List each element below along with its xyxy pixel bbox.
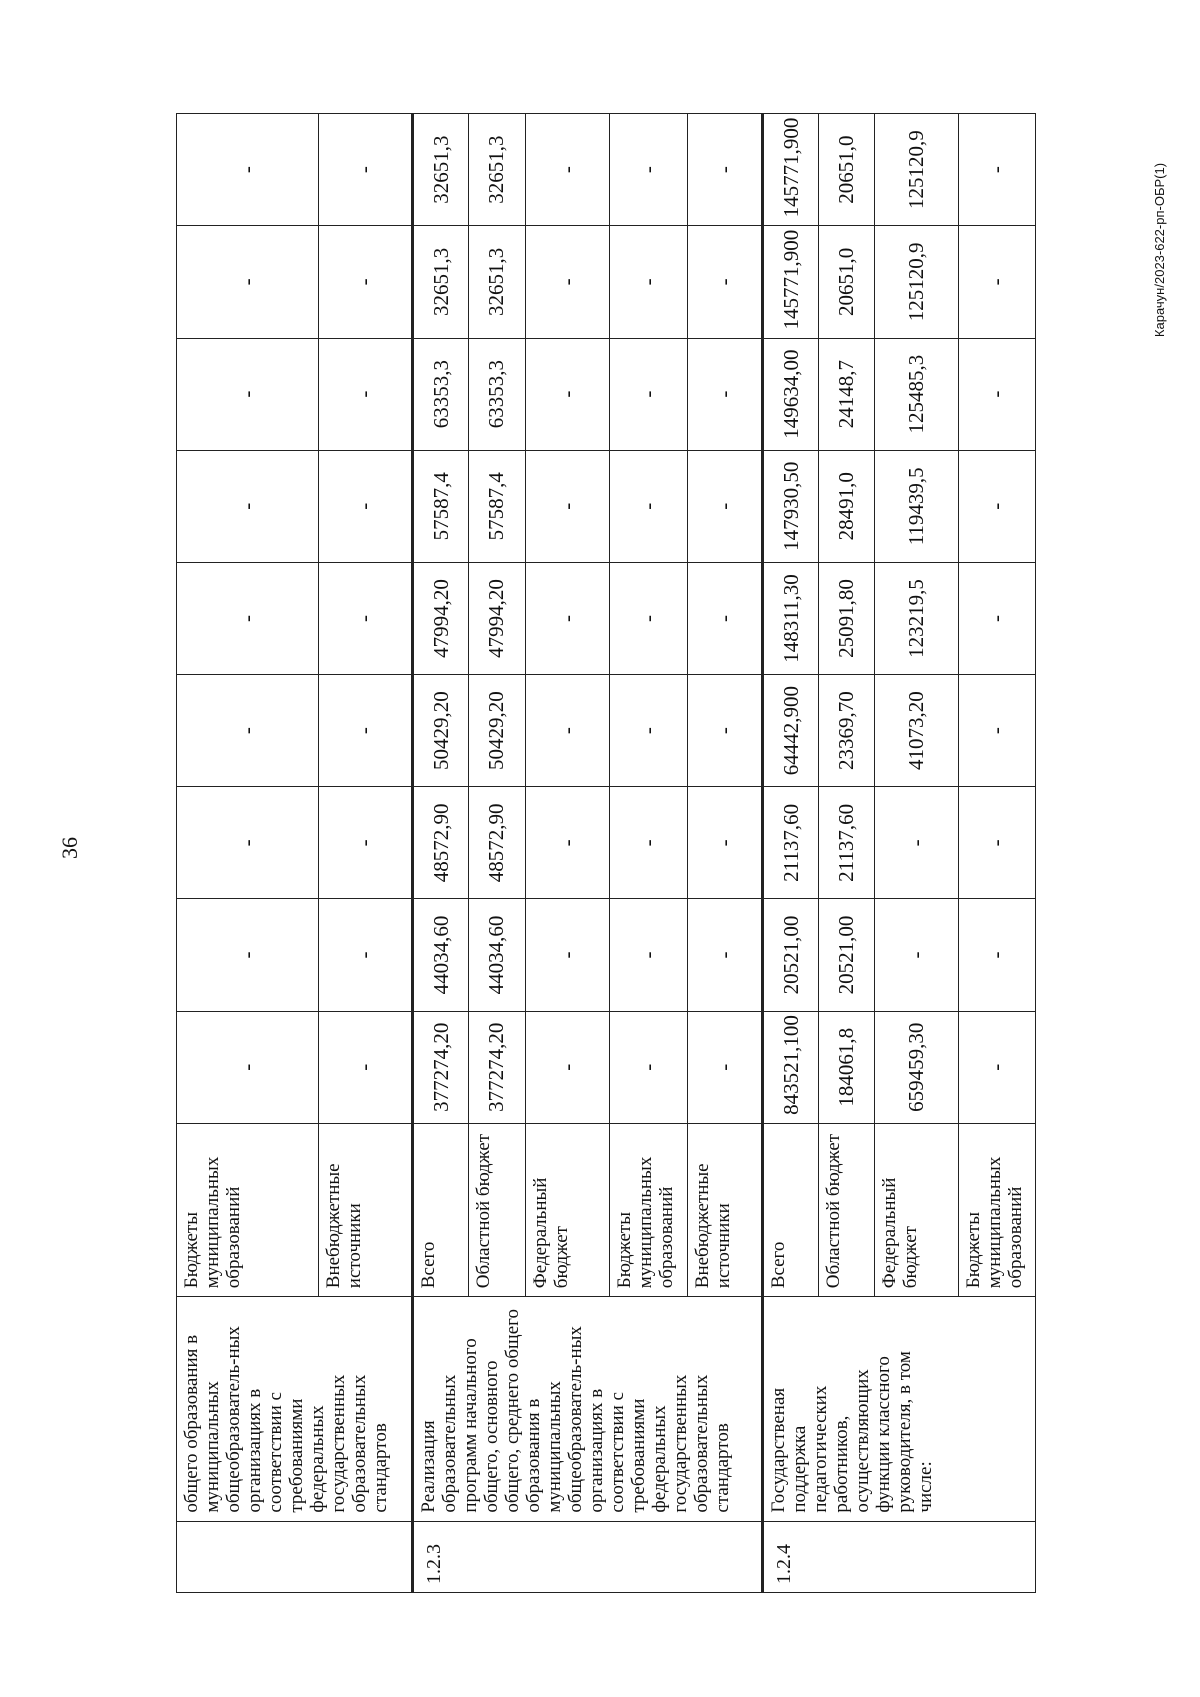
amount-cell: - (609, 450, 687, 562)
amount-cell: 119439,5 (874, 450, 958, 562)
amount-cell: - (609, 899, 687, 1011)
amount-cell: - (525, 450, 609, 562)
amount-cell: - (958, 899, 1035, 1011)
amount-cell: 48572,90 (413, 787, 469, 899)
table-row (763, 114, 819, 1593)
amount-cell: - (874, 899, 958, 1011)
amount-cell: 23369,70 (819, 675, 875, 787)
amount-cell: 184061,8 (819, 1011, 875, 1123)
funding-source: Бюджеты муниципальных образований (609, 1123, 687, 1296)
amount-cell: - (609, 226, 687, 338)
amount-cell: - (177, 787, 319, 899)
amount-cell: - (177, 338, 319, 450)
amount-cell: 25091,80 (819, 562, 875, 674)
funding-source: Всего (763, 1123, 819, 1296)
amount-cell: - (958, 675, 1035, 787)
item-name: Государственая поддержка педагогических работников, осуществляющих функции классного руководителя, в том числе: (763, 1297, 1036, 1521)
amount-cell: - (525, 1011, 609, 1123)
amount-cell: - (525, 562, 609, 674)
amount-cell: - (874, 787, 958, 899)
amount-cell: 659459,30 (874, 1011, 958, 1123)
amount-cell: 41073,20 (874, 675, 958, 787)
table-row (413, 114, 469, 1593)
amount-cell: - (318, 450, 412, 562)
amount-cell: 32651,3 (469, 226, 525, 338)
amount-cell: - (318, 562, 412, 674)
amount-cell: 50429,20 (413, 675, 469, 787)
amount-cell: - (687, 226, 763, 338)
rotated-table-frame (176, 113, 1036, 1593)
amount-cell: - (525, 899, 609, 1011)
amount-cell: - (687, 787, 763, 899)
amount-cell: - (958, 226, 1035, 338)
amount-cell: - (609, 787, 687, 899)
amount-cell: 145771,900 (763, 114, 819, 226)
amount-cell: - (318, 338, 412, 450)
amount-cell: - (525, 338, 609, 450)
amount-cell: 28491,0 (819, 450, 875, 562)
page-number: 36 (57, 837, 82, 859)
amount-cell: - (525, 226, 609, 338)
amount-cell: 377274,20 (413, 1011, 469, 1123)
amount-cell: 24148,7 (819, 338, 875, 450)
amount-cell: 32651,3 (413, 114, 469, 226)
amount-cell: 20651,0 (819, 114, 875, 226)
amount-cell: 21137,60 (763, 787, 819, 899)
amount-cell: - (958, 1011, 1035, 1123)
amount-cell: 63353,3 (469, 338, 525, 450)
amount-cell: - (687, 114, 763, 226)
amount-cell: 123219,5 (874, 562, 958, 674)
funding-source: Областной бюджет (469, 1123, 525, 1296)
amount-cell: - (958, 562, 1035, 674)
amount-cell: 20521,00 (819, 899, 875, 1011)
amount-cell: 44034,60 (469, 899, 525, 1011)
amount-cell: 48572,90 (469, 787, 525, 899)
funding-source: Бюджеты муниципальных образований (958, 1123, 1035, 1296)
amount-cell: 44034,60 (413, 899, 469, 1011)
amount-cell: - (609, 338, 687, 450)
amount-cell: - (318, 226, 412, 338)
amount-cell: - (687, 899, 763, 1011)
funding-source: Областной бюджет (819, 1123, 875, 1296)
item-code (177, 1521, 413, 1592)
amount-cell: - (687, 675, 763, 787)
amount-cell: - (177, 899, 319, 1011)
table-row (177, 114, 319, 1593)
budget-table (176, 113, 1036, 1593)
amount-cell: 125485,3 (874, 338, 958, 450)
amount-cell: 20651,0 (819, 226, 875, 338)
funding-source: Всего (413, 1123, 469, 1296)
budget-table-body (177, 114, 1036, 1593)
amount-cell: 145771,900 (763, 226, 819, 338)
amount-cell: 148311,30 (763, 562, 819, 674)
amount-cell: 47994,20 (413, 562, 469, 674)
amount-cell: - (177, 226, 319, 338)
amount-cell: - (177, 675, 319, 787)
funding-source: Федеральный бюджет (525, 1123, 609, 1296)
amount-cell: 125120,9 (874, 114, 958, 226)
amount-cell: - (687, 1011, 763, 1123)
table-container (174, 108, 1038, 1598)
amount-cell: 57587,4 (469, 450, 525, 562)
amount-cell: - (525, 114, 609, 226)
amount-cell: 377274,20 (469, 1011, 525, 1123)
amount-cell: 57587,4 (413, 450, 469, 562)
amount-cell: 21137,60 (819, 787, 875, 899)
amount-cell: 149634,00 (763, 338, 819, 450)
amount-cell: - (177, 1011, 319, 1123)
amount-cell: - (318, 114, 412, 226)
amount-cell: 47994,20 (469, 562, 525, 674)
funding-source: Бюджеты муниципальных образований (177, 1123, 319, 1296)
funding-source: Внебюджетные источники (318, 1123, 412, 1296)
amount-cell: - (958, 338, 1035, 450)
amount-cell: - (609, 675, 687, 787)
item-code: 1.2.4 (763, 1521, 1036, 1592)
amount-cell: - (958, 114, 1035, 226)
amount-cell: - (958, 787, 1035, 899)
amount-cell: - (318, 899, 412, 1011)
funding-source: Внебюджетные источники (687, 1123, 763, 1296)
amount-cell: - (177, 450, 319, 562)
amount-cell: - (609, 562, 687, 674)
amount-cell: 50429,20 (469, 675, 525, 787)
amount-cell: 147930,50 (763, 450, 819, 562)
item-name: общего образования в муниципальных общеобразователь-ных организациях в соответствии с требованиями федеральных государственных образовательных стандартов (177, 1297, 413, 1521)
funding-source: Федеральный бюджет (874, 1123, 958, 1296)
amount-cell: 63353,3 (413, 338, 469, 450)
amount-cell: 125120,9 (874, 226, 958, 338)
amount-cell: 20521,00 (763, 899, 819, 1011)
amount-cell: - (525, 787, 609, 899)
amount-cell: - (958, 450, 1035, 562)
item-code: 1.2.3 (413, 1521, 763, 1592)
amount-cell: 32651,3 (469, 114, 525, 226)
amount-cell: - (609, 1011, 687, 1123)
amount-cell: 843521,100 (763, 1011, 819, 1123)
document-reference: Карачун/2023-622-рп-ОБР(1) (1152, 162, 1167, 338)
amount-cell: - (177, 562, 319, 674)
amount-cell: - (525, 675, 609, 787)
amount-cell: - (318, 787, 412, 899)
amount-cell: - (318, 1011, 412, 1123)
amount-cell: - (687, 562, 763, 674)
item-name: Реализация образовательных программ начального общего, основного общего, среднего общего образования в муниципальных общеобразователь-ных организациях в соответствии с требованиями федеральных государственных образовательных стандартов (413, 1297, 763, 1521)
amount-cell: - (687, 338, 763, 450)
amount-cell: - (609, 114, 687, 226)
amount-cell: 32651,3 (413, 226, 469, 338)
amount-cell: - (177, 114, 319, 226)
amount-cell: 64442,900 (763, 675, 819, 787)
amount-cell: - (687, 450, 763, 562)
amount-cell: - (318, 675, 412, 787)
